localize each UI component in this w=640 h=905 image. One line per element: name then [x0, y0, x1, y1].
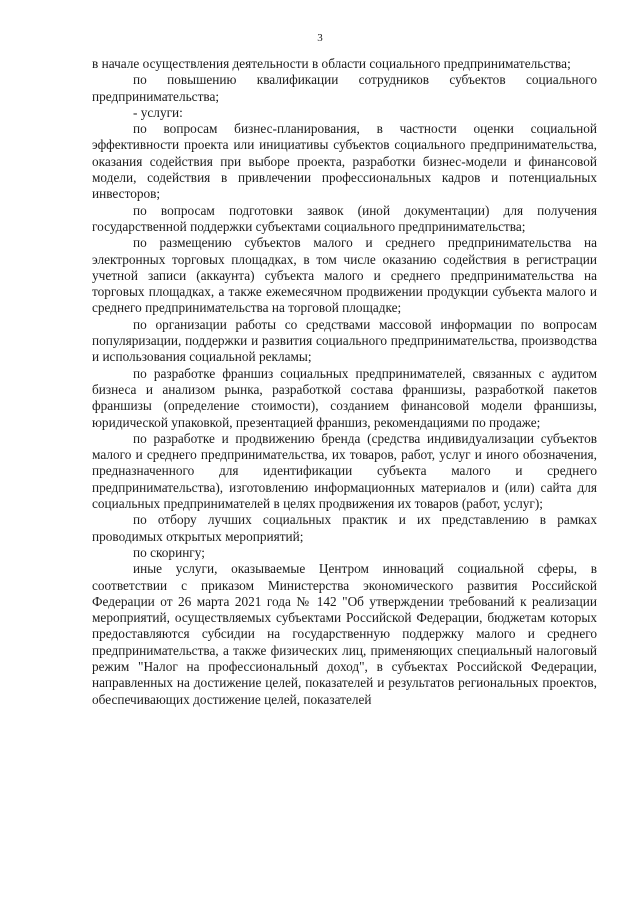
paragraph-scoring: по скорингу; [133, 544, 205, 560]
paragraph-continuation: в начале осуществления деятельности в области социального предпринимательства; [92, 56, 571, 71]
paragraph-franchises: по разработке франшиз социальных предпринимателей, связанных с аудитом бизнеса и анализом рынка, разработкой состава франшизы, разработкой пакетов франшизы (определение стоимости), созданием финансовой модели франшизы, юридической упаковкой, презентацией франшиз, рекомендациями по продаже; [92, 365, 597, 430]
paragraph-best-practices: по отбору лучших социальных практик и их представлению в рамках проводимых открытых мероприятий; [92, 512, 597, 544]
page-number: 3 [317, 32, 323, 44]
paragraph-services-heading: - услуги: [133, 104, 183, 120]
paragraph-applications: по вопросам подготовки заявок (иной документации) для получения государственной поддержки субъектами социального предпринимательства; [92, 202, 597, 234]
paragraph-brand: по разработке и продвижению бренда (средства индивидуализации субъектов малого и среднего предпринимательства, их товаров, работ, услуг и иного обозначения, предназначенного для идентификации субъекта малого и среднего предпринимательства), изготовлению информационных материалов и (или) сайта для социальных предпринимателей в целях продвижения их товаров (работ, услуг); [92, 430, 597, 512]
paragraph-business-planning: по вопросам бизнес-планирования, в частности оценки социальной эффективности проекта или инициативы субъектов социального предпринимательства, оказания содействия при выборе проекта, разработки бизнес-модели и финансовой модели, содействия в привлечении профессиональных кадров и потенциальных инвесторов; [92, 121, 597, 202]
paragraph-other-services: иные услуги, оказываемые Центром инноваций социальной сферы, в соответствии с приказом Министерства экономического развития Российской Федерации от 26 марта 2021 года № 142 "Об утверждении требований к реализации мероприятий, осуществляемых субъектами Российской Федерации, бюджетам которых предоставляются субсидии на государственную поддержку малого и среднего предпринимательства, а также физических лиц, применяющих специальный налоговый режим "Налог на профессиональный доход", в субъектах Российской Федерации, направленных на достижение целей, показателей и результатов региональных проектов, обеспечивающих достижение целей, показателей [92, 561, 597, 707]
paragraph-marketplaces: по размещению субъектов малого и среднего предпринимательства на электронных торговых площадках, в том числе оказанию содействия в регистрации учетной записи (аккаунта) субъекта малого и среднего предпринимательства на торговых площадках, а также ежемесячном продвижении продукции субъекта малого и среднего предпринимательства на торговой площадке; [92, 235, 597, 316]
paragraph-qualification: по повышению квалификации сотрудников субъектов социального предпринимательства; [92, 72, 597, 104]
document-body [92, 56, 597, 708]
paragraph-mass-media: по организации работы со средствами массовой информации по вопросам популяризации, поддержки и развития социального предпринимательства, производства и использования социальной рекламы; [92, 316, 597, 365]
